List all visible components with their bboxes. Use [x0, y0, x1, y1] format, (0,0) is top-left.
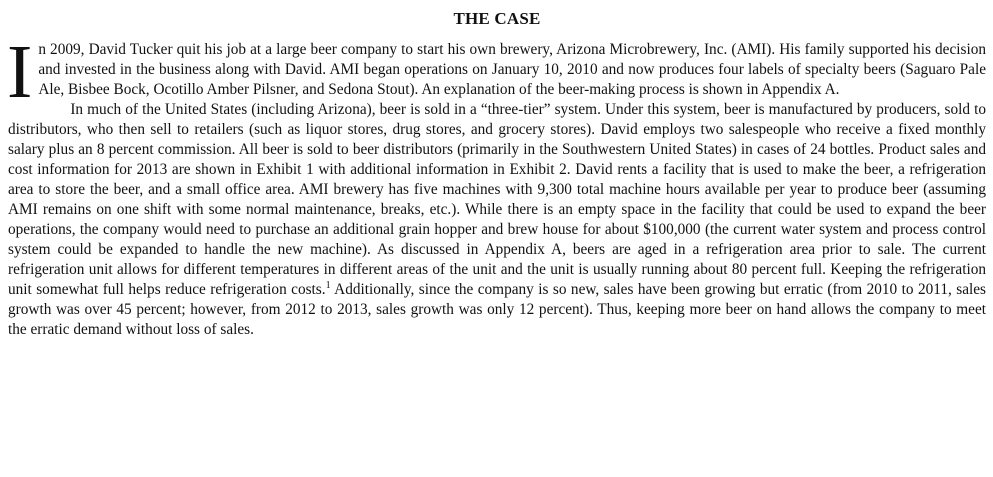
- paragraph-intro: [7, 30, 986, 114]
- drop-cap: I: [7, 30, 33, 114]
- paragraph-three-tier: [8, 100, 986, 340]
- document-page: [8, 8, 986, 340]
- section-title: THE CASE: [453, 9, 541, 28]
- paragraph-three-tier-text-continued: Additionally, since the company is so new, sales have been growing but erratic (from 2010 to 2011, sales growth was over 45 percent; however, from 2012 to 2013, sales growth was only 12 percent). Thus, keeping more beer on hand allows the company to meet the erratic demand without loss of sales.: [8, 281, 986, 338]
- paragraph-three-tier-text: In much of the United States (including Arizona), beer is sold in a “three-tier” system. Under this system, beer is manufactured by producers, sold to distributors, who then sell to retailers (such as liquor stores, drug stores, and grocery stores). David employs two salespeople who receive a fixed monthly salary plus an 8 percent commission. All beer is sold to beer distributors (primarily in the Southwestern United States) in cases of 24 bottles. Product sales and cost information for 2013 are shown in Exhibit 1 with additional information in Exhibit 2. David rents a facility that is used to make the beer, a refrigeration area to store the beer, and a small office area. AMI brewery has five machines with 9,300 total machine hours available per year to produce beer (assuming AMI remains on one shift with some normal maintenance, breaks, etc.). While there is an empty space in the facility that could be used to expand the beer operations, the company would need to purchase an additional grain hopper and brew house for about $100,000 (the current water system and process control system could be expanded to handle the new machine). As discussed in Appendix A, beers are aged in a refrigeration area prior to sale. The current refrigeration unit allows for different temperatures in different areas of the unit and the unit is usually running about 80 percent full. Keeping the refrigeration unit somewhat full helps reduce refrigeration costs.: [8, 101, 986, 298]
- footnote-marker: 1: [325, 279, 331, 291]
- paragraph-intro-text: n 2009, David Tucker quit his job at a large beer company to start his own brewery, Arizona Microbrewery, Inc. (AMI). His family supported his decision and invested in the business along with David. AMI began operations on January 10, 2010 and now produces four labels of specialty beers (Saguaro Pale Ale, Bisbee Bock, Ocotillo Amber Pilsner, and Sedona Stout). An explanation of the beer-making process is shown in Appendix A.: [38, 41, 986, 98]
